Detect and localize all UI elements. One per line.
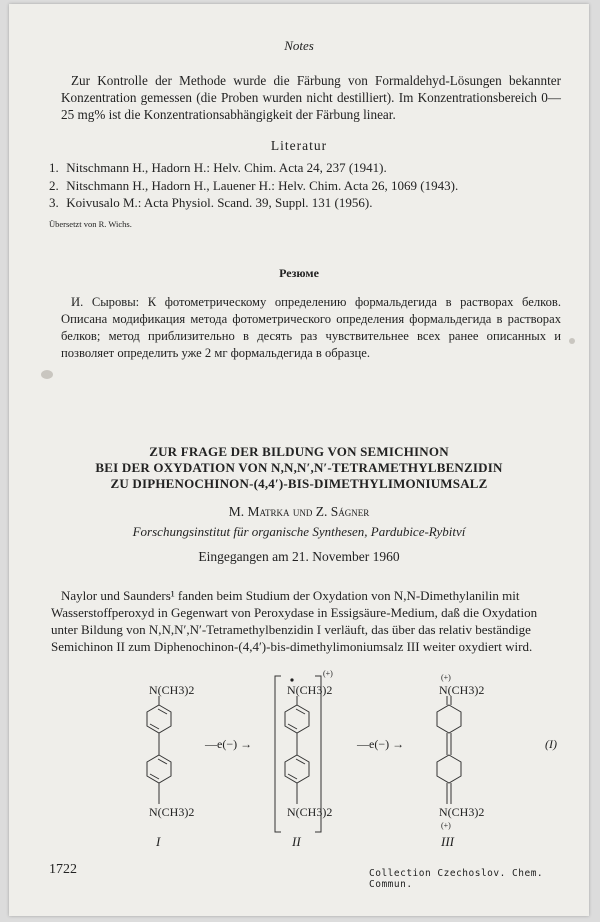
reference-text: Koivusalo M.: Acta Physiol. Scand. 39, Suppl. 131 (1956). [66,195,373,210]
article-title-line: BEI DER OXYDATION VON N,N,N′,N′-TETRAMETHYLBENZIDIN [95,460,503,475]
resume-text: И. Сыровы: К фотометрическому определению формальдегида в растворах белков. Описана модификация метода фотометрического определения формальдегида в растворах белков; метод приблизительно в десять раз чувствительнее всех ранее описанных и позволяет определить уже 2 мг формальдегида в образце. [61,295,561,360]
intro-text: Zur Kontrolle der Methode wurde die Färbung von Formaldehyd-Lösungen bekannter Konzentration gemessen (die Proben wurden nicht destilliert). Im Konzentrationsbereich 0—25 mg% ist die Konzentrationsabhängigkeit der Färbung linear. [61,73,561,122]
body-line: Wasserstoffperoxyd in Gegenwart von Peroxydase in Essigsäure-Medium, daß die Oxydation [51,605,538,620]
quinoid-ring [437,755,461,783]
translator-note: Übersetzt von R. Wichs. [49,219,132,229]
compound-label: II [292,834,301,849]
reaction-scheme [9,4,589,916]
dimethylamino-label: N(CH3)2 [439,805,485,819]
literatur-heading: Literatur [270,138,328,153]
dimethylamino-label: N(CH3)2 [439,683,485,697]
compound-label: I [156,834,161,849]
reaction-arrow: —e(−) → [205,737,253,751]
charge-label: (+) [323,669,333,678]
article-affiliation: Forschungsinstitut für organische Synthesen, Pardubice-Rybitví [132,524,466,539]
running-head: Notes [284,38,314,53]
reference-number: 1. [49,160,59,175]
charge-label: (+) [441,673,451,682]
left-bracket [275,676,281,832]
article-authors: M. Matrka und Z. Ságner [228,504,370,519]
compound-label: III [441,834,454,849]
ring-double-bonds [158,709,167,714]
reaction-arrow: —e(−) → [357,737,405,751]
ring-double-bonds [158,759,167,764]
article-title-line: ZUR FRAGE DER BILDUNG VON SEMICHINON [149,444,449,459]
article-received: Eingegangen am 21. November 1960 [198,549,400,564]
quinoid-ring [437,705,461,733]
journal-page [9,4,589,916]
reference-text: Nitschmann H., Hadorn H., Lauener H.: Helv. Chim. Acta 26, 1069 (1943). [66,177,459,193]
charge-label: (+) [441,821,451,830]
radical-dot [290,678,293,681]
body-line: Semichinon II zum Diphenochinon-(4,4′)-bis-dimethylimoniumsalz III weiter oxydiert wird. [51,639,533,654]
dimethylamino-label: N(CH3)2 [149,683,195,697]
dimethylamino-label: N(CH3)2 [149,805,195,819]
ring-double-bonds [296,759,305,764]
reference-number: 3. [49,195,59,210]
ring-double-bonds [296,709,305,714]
body-line: unter Bildung von N,N,N′,N′-Tetramethylbenzidin I verläuft, das über das relativ beständige [51,622,531,637]
article-title-line: ZU DIPHENOCHINON-(4,4′)-BIS-DIMETHYLIMONIUMSALZ [110,476,488,491]
page-number: 1722 [49,862,77,877]
dimethylamino-label: N(CH3)2 [287,805,333,819]
reference-text: Nitschmann H., Hadorn H.: Helv. Chim. Acta 24, 237 (1941). [66,160,387,175]
resume-heading: Резюме [279,266,319,280]
reference-number: 2. [49,177,59,193]
dimethylamino-label: N(CH3)2 [287,683,333,697]
equation-number: (I) [545,737,557,751]
body-line: Naylor und Saunders¹ fanden beim Studium der Oxydation von N,N-Dimethylanilin mit [61,588,520,603]
journal-name: Collection Czechoslov. Chem. Commun. [369,868,544,890]
